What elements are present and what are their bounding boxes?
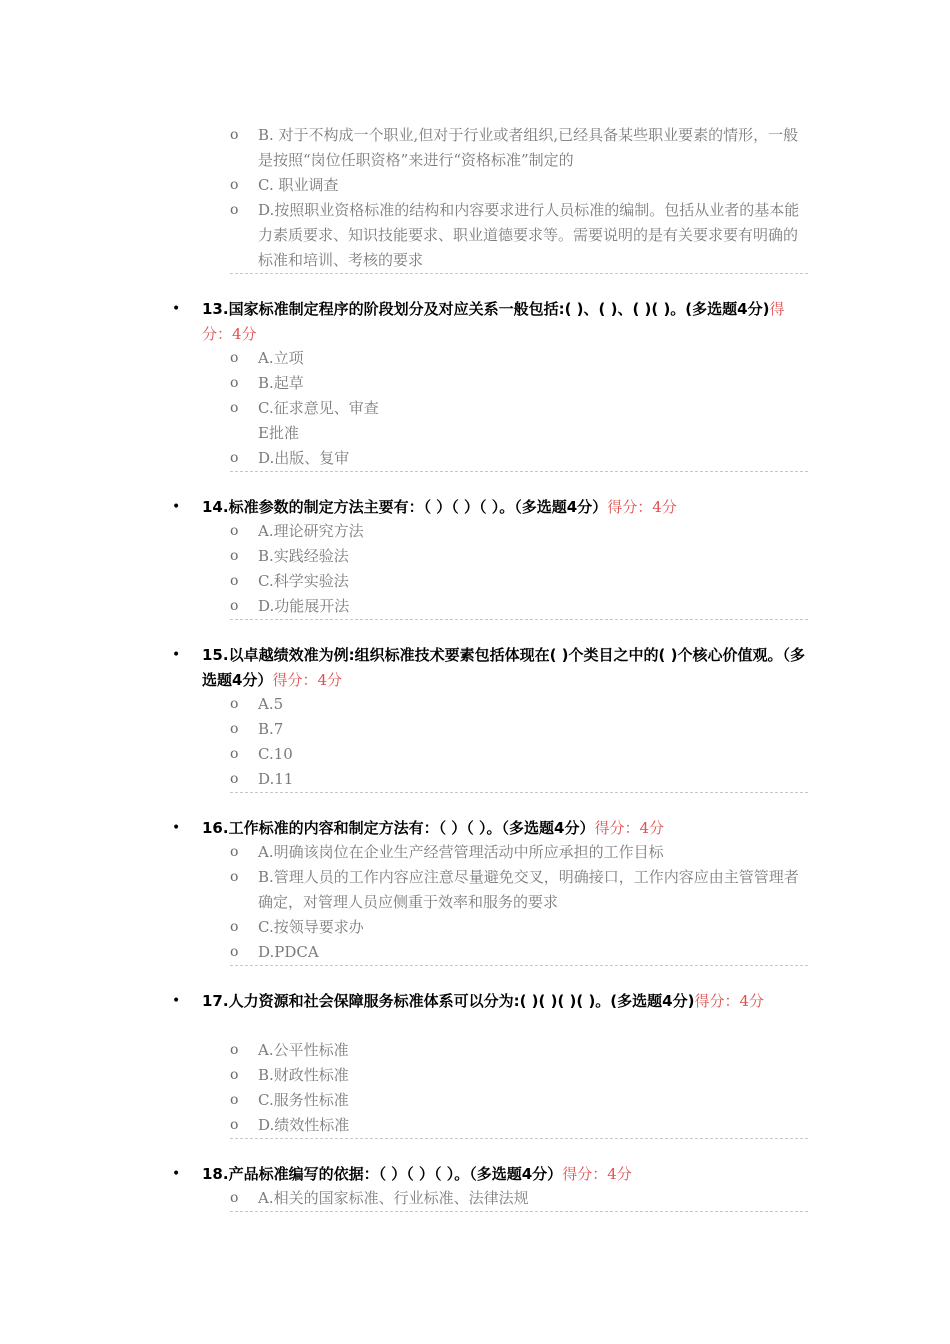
- option-bullet: o: [230, 919, 239, 935]
- option-d[interactable]: [230, 446, 808, 471]
- option-text: B. 对于不构成一个职业,但对于行业或者组织,已经具备某些职业要素的情形，一般是按照“岗位任职资格”来进行“资格标准”制定的: [258, 126, 799, 169]
- option-text: D.按照职业资格标准的结构和内容要求进行人员标准的编制。包括从业者的基本能力素质要求、知识技能要求、职业道德要求等。需要说明的是有关要求要有明确的标准和培训、考核的要求: [258, 201, 800, 269]
- option-bullet: o: [230, 869, 239, 885]
- question-13: [172, 297, 812, 347]
- option-text: A.相关的国家标准、行业标准、法律法规: [258, 1189, 529, 1207]
- option-d[interactable]: [230, 940, 808, 965]
- option-continuation: E批准: [258, 424, 299, 442]
- question-18: [172, 1162, 812, 1187]
- option-text: C.服务性标准: [258, 1091, 349, 1109]
- question-bullet: •: [172, 499, 181, 515]
- option-c[interactable]: [230, 742, 808, 767]
- option-text: B.财政性标准: [258, 1066, 349, 1084]
- option-c[interactable]: [230, 915, 808, 940]
- option-text: A.明确该岗位在企业生产经营管理活动中所应承担的工作目标: [258, 843, 664, 861]
- option-bullet: o: [230, 450, 239, 466]
- option-b[interactable]: [230, 717, 808, 742]
- dashed-divider: [230, 619, 808, 620]
- dashed-divider: [230, 1138, 808, 1139]
- score-label: 得分：4分: [272, 671, 342, 689]
- score-label: 得分：4分: [594, 819, 665, 837]
- option-bullet: o: [230, 1067, 239, 1083]
- option-text: C.科学实验法: [258, 572, 349, 590]
- question-text: [202, 816, 812, 841]
- option-d[interactable]: [230, 594, 808, 619]
- q18-options: [230, 1186, 808, 1211]
- option-bullet: o: [230, 1042, 239, 1058]
- score-label: 得分：4分: [562, 1165, 632, 1183]
- option-b[interactable]: [230, 1063, 808, 1088]
- option-text: C. 职业调查: [258, 176, 339, 194]
- option-bullet: o: [230, 844, 239, 860]
- option-bullet: o: [230, 127, 239, 143]
- question-prompt: 15.以卓越绩效准为例:组织标准技术要素包括体现在( )个类目之中的( )个核心价值观。（多选题4分）: [202, 646, 805, 689]
- option-d[interactable]: [230, 1113, 808, 1138]
- option-bullet: o: [230, 1092, 239, 1108]
- dashed-divider: [230, 965, 808, 966]
- question-17: [172, 989, 812, 1014]
- option-bullet: o: [230, 746, 239, 762]
- q12-options: [230, 123, 808, 273]
- option-bullet: o: [230, 771, 239, 787]
- option-text: B.起草: [258, 374, 304, 392]
- dashed-divider: [230, 1211, 808, 1212]
- score-label: 得分：4分: [694, 992, 765, 1010]
- option-b[interactable]: [230, 865, 808, 915]
- q17-options: [230, 1038, 808, 1138]
- option-text: C.征求意见、审查: [258, 399, 379, 417]
- option-b: [230, 123, 808, 173]
- option-bullet: o: [230, 548, 239, 564]
- option-text: A.5: [258, 695, 284, 713]
- question-bullet: •: [172, 993, 181, 1009]
- option-bullet: o: [230, 523, 239, 539]
- question-bullet: •: [172, 301, 181, 317]
- option-bullet: o: [230, 1190, 239, 1206]
- question-text: [202, 297, 812, 347]
- option-bullet: o: [230, 350, 239, 366]
- q15-options: [230, 692, 808, 792]
- question-bullet: •: [172, 1166, 181, 1182]
- option-bullet: o: [230, 177, 239, 193]
- option-c[interactable]: [230, 569, 808, 594]
- dashed-divider: [230, 471, 808, 472]
- option-text: B.管理人员的工作内容应注意尽量避免交叉，明确接口，工作内容应由主管管理者确定，对管理人员应侧重于效率和服务的要求: [258, 868, 799, 911]
- question-prompt: 14.标准参数的制定方法主要有：（ ）（ ）（ ）。（多选题4分）: [202, 498, 608, 516]
- option-text: A.立项: [258, 349, 304, 367]
- option-c[interactable]: [230, 1088, 808, 1113]
- question-bullet: •: [172, 647, 181, 663]
- option-a[interactable]: [230, 346, 808, 371]
- question-prompt: 17.人力资源和社会保障服务标准体系可以分为:( )( )( )( )。(多选题4分): [202, 992, 695, 1010]
- question-text: [202, 495, 812, 520]
- option-text: D.功能展开法: [258, 597, 350, 615]
- q13-options: [230, 346, 808, 471]
- option-a[interactable]: [230, 1186, 808, 1211]
- option-a[interactable]: [230, 1038, 808, 1063]
- option-a[interactable]: [230, 519, 808, 544]
- question-16: [172, 816, 812, 841]
- option-b[interactable]: [230, 371, 808, 396]
- q14-options: [230, 519, 808, 619]
- option-b[interactable]: [230, 544, 808, 569]
- option-c: [230, 173, 808, 198]
- question-15: [172, 643, 812, 693]
- option-bullet: o: [230, 944, 239, 960]
- option-bullet: o: [230, 1117, 239, 1133]
- option-text: A.公平性标准: [258, 1041, 349, 1059]
- dashed-divider: [230, 273, 808, 274]
- question-prompt: 16.工作标准的内容和制定方法有：（ ）（ ）。（多选题4分）: [202, 819, 595, 837]
- option-bullet: o: [230, 202, 239, 218]
- option-bullet: o: [230, 598, 239, 614]
- option-text: B.实践经验法: [258, 547, 349, 565]
- option-bullet: o: [230, 696, 239, 712]
- option-a[interactable]: [230, 692, 808, 717]
- option-bullet: o: [230, 573, 239, 589]
- option-text: C.按领导要求办: [258, 918, 364, 936]
- option-text: B.7: [258, 720, 284, 738]
- option-text: D.11: [258, 770, 294, 788]
- option-text: D.绩效性标准: [258, 1116, 350, 1134]
- question-prompt: 13.国家标准制定程序的阶段划分及对应关系一般包括:( )、( )、( )( )。(多选题4分): [202, 300, 770, 318]
- option-a[interactable]: [230, 840, 808, 865]
- option-text: A.理论研究方法: [258, 522, 364, 540]
- question-text: [202, 1162, 812, 1187]
- q16-options: [230, 840, 808, 965]
- question-text: [202, 643, 812, 693]
- option-bullet: o: [230, 375, 239, 391]
- option-text: C.10: [258, 745, 293, 763]
- option-d[interactable]: [230, 767, 808, 792]
- option-c[interactable]: [230, 396, 808, 446]
- option-d: [230, 198, 808, 273]
- dashed-divider: [230, 792, 808, 793]
- question-14: [172, 495, 812, 520]
- option-text: D.出版、复审: [258, 449, 350, 467]
- question-bullet: •: [172, 820, 181, 836]
- score-label: 得分：4分: [607, 498, 677, 516]
- option-text: D.PDCA: [258, 943, 319, 961]
- question-text: [202, 989, 812, 1014]
- option-bullet: o: [230, 721, 239, 737]
- score-label: 得分：4分: [202, 300, 785, 343]
- option-bullet: o: [230, 400, 239, 416]
- question-prompt: 18.产品标准编写的依据：（ ）（ ）（ ）。（多选题4分）: [202, 1165, 563, 1183]
